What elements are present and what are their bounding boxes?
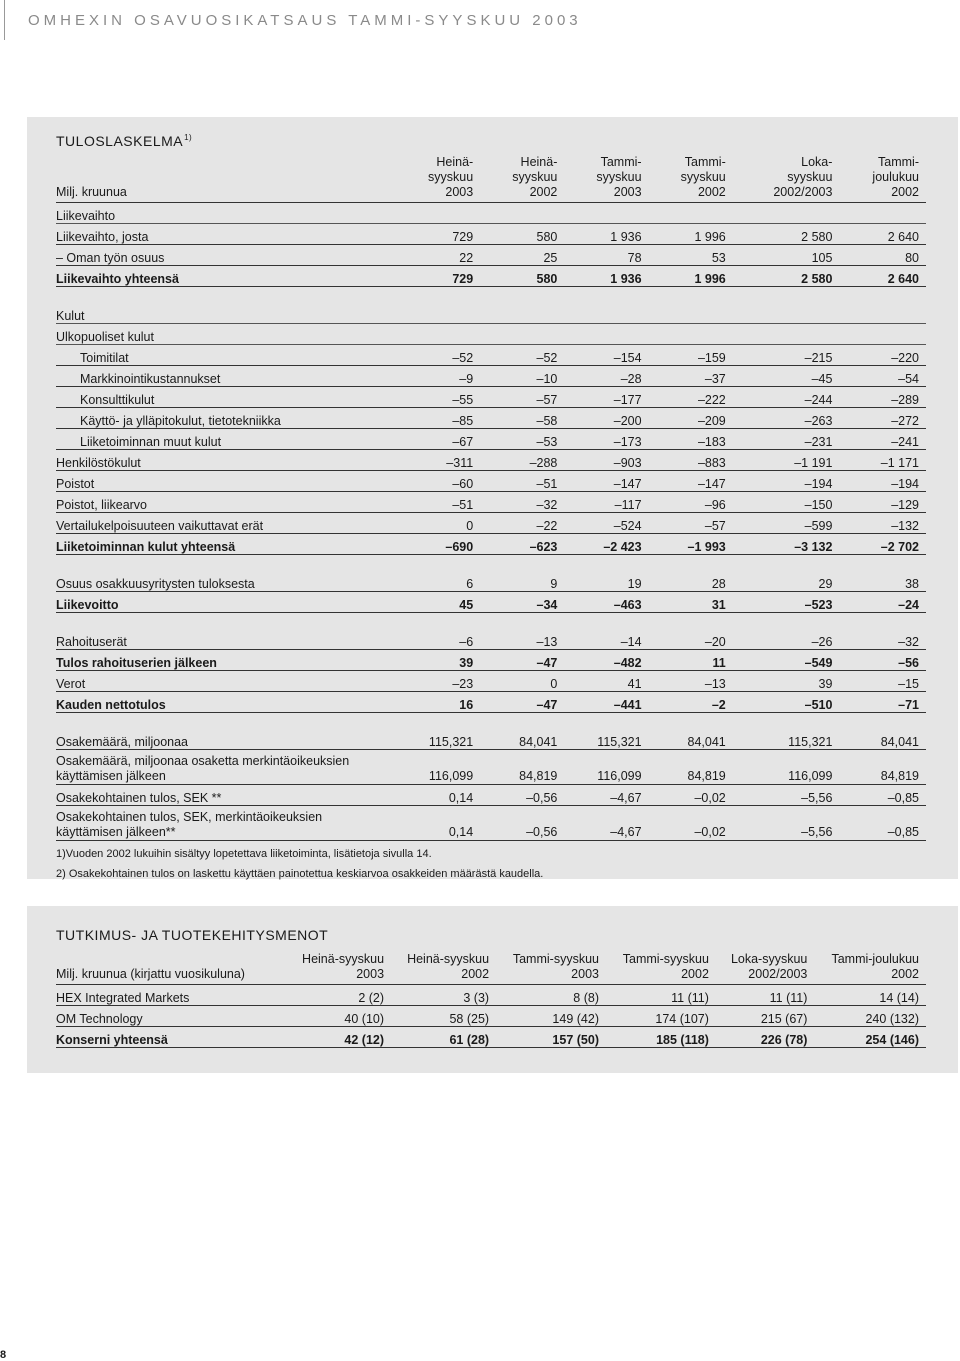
- cell-value: –231: [733, 429, 840, 450]
- rd-unit-label: Milj. kruunua (kirjattu vuosikuluna): [56, 952, 286, 985]
- table-row: [56, 266, 926, 287]
- row-label: Vertailukelpoisuuteen vaikuttavat erät: [56, 513, 396, 534]
- cell-value: –549: [733, 650, 840, 671]
- cell-value: –10: [480, 366, 564, 387]
- cell-value: 0,14: [396, 785, 480, 806]
- profit-after-financial-rows: [56, 650, 926, 671]
- income-title-footnote-mark: 1): [184, 133, 193, 143]
- table-row: [56, 592, 926, 613]
- cell-value: 84,819: [480, 750, 564, 785]
- cell-value: –117: [564, 492, 648, 513]
- table-row: [56, 750, 926, 785]
- cell-value: –22: [480, 513, 564, 534]
- row-label: Liiketoiminnan kulut yhteensä: [56, 534, 396, 555]
- income-col-header: Tammi- syyskuu 2003: [564, 155, 648, 203]
- cell-value: 9: [480, 571, 564, 592]
- rd-col-header: Heinä-syyskuu 2002: [391, 952, 496, 985]
- cell-value: –5,56: [733, 806, 840, 841]
- row-label: Markkinointikustannukset: [56, 366, 396, 387]
- cell-value: –147: [649, 471, 733, 492]
- cell-value: –3 132: [733, 534, 840, 555]
- cell-value: 25: [480, 245, 564, 266]
- cell-value: 2 580: [733, 266, 840, 287]
- cell-value: –441: [564, 692, 648, 713]
- cell-value: 1 936: [564, 224, 648, 245]
- financial-items-rows: [56, 629, 926, 650]
- rd-rows: [56, 985, 926, 1048]
- cell-value: 226 (78): [716, 1027, 814, 1048]
- net-profit-rows: [56, 692, 926, 713]
- cell-value: –132: [839, 513, 926, 534]
- cell-value: –51: [396, 492, 480, 513]
- cell-value: –2 423: [564, 534, 648, 555]
- cell-value: –177: [564, 387, 648, 408]
- cell-value: –4,67: [564, 806, 648, 841]
- cell-value: 53: [649, 245, 733, 266]
- income-statement-table: [56, 155, 926, 881]
- cell-value: 240 (132): [814, 1006, 926, 1027]
- income-col-header: Heinä- syyskuu 2002: [480, 155, 564, 203]
- income-col-header: Tammi- syyskuu 2002: [649, 155, 733, 203]
- cell-value: –52: [396, 345, 480, 366]
- section-row: [56, 203, 926, 224]
- rd-col-header: Loka-syyskuu 2002/2003: [716, 952, 814, 985]
- cell-value: –623: [480, 534, 564, 555]
- cell-value: –220: [839, 345, 926, 366]
- cell-value: –55: [396, 387, 480, 408]
- cell-value: 254 (146): [814, 1027, 926, 1048]
- footnote-row: [56, 861, 926, 881]
- cell-value: –47: [480, 650, 564, 671]
- cell-value: –0,56: [480, 806, 564, 841]
- cell-value: –23: [396, 671, 480, 692]
- cell-value: –883: [649, 450, 733, 471]
- cell-value: –67: [396, 429, 480, 450]
- row-label: HEX Integrated Markets: [56, 985, 286, 1006]
- cell-value: 149 (42): [496, 1006, 606, 1027]
- cell-value: –96: [649, 492, 733, 513]
- rd-title: TUTKIMUS- JA TUOTEKEHITYSMENOT: [56, 927, 329, 943]
- cell-value: 115,321: [396, 729, 480, 750]
- table-row: [56, 671, 926, 692]
- cell-value: –173: [564, 429, 648, 450]
- cell-value: –9: [396, 366, 480, 387]
- cell-value: –183: [649, 429, 733, 450]
- cell-value: –690: [396, 534, 480, 555]
- cell-value: 215 (67): [716, 1006, 814, 1027]
- section-label-costs: Kulut: [56, 303, 396, 324]
- cell-value: –524: [564, 513, 648, 534]
- row-label: Tulos rahoituserien jälkeen: [56, 650, 396, 671]
- section-row: [56, 303, 926, 324]
- table-row: [56, 785, 926, 806]
- cell-value: 61 (28): [391, 1027, 496, 1048]
- cell-value: –1 191: [733, 450, 840, 471]
- table-row: [56, 387, 926, 408]
- eps-rows: [56, 785, 926, 806]
- income-statement-title: [56, 133, 192, 149]
- cell-value: 41: [564, 671, 648, 692]
- cell-value: –4,67: [564, 785, 648, 806]
- external-cost-rows: [56, 345, 926, 450]
- row-label: Osakekohtainen tulos, SEK **: [56, 785, 396, 806]
- cell-value: –523: [733, 592, 840, 613]
- cell-value: –15: [839, 671, 926, 692]
- row-label: – Oman työn osuus: [56, 245, 396, 266]
- cell-value: 19: [564, 571, 648, 592]
- diluted-share-count-rows: [56, 750, 926, 785]
- cell-value: –0,02: [649, 785, 733, 806]
- rd-col-header: Tammi-syyskuu 2002: [606, 952, 716, 985]
- table-row: [56, 729, 926, 750]
- cell-value: –599: [733, 513, 840, 534]
- cell-value: –244: [733, 387, 840, 408]
- cell-value: 580: [480, 224, 564, 245]
- share-count-rows: [56, 729, 926, 750]
- row-label: Konsulttikulut: [56, 387, 396, 408]
- diluted-eps-rows: [56, 806, 926, 841]
- cell-value: 0,14: [396, 806, 480, 841]
- cell-value: –194: [733, 471, 840, 492]
- cell-value: –52: [480, 345, 564, 366]
- cell-value: 84,819: [839, 750, 926, 785]
- cell-value: 16: [396, 692, 480, 713]
- row-label: Konserni yhteensä: [56, 1027, 286, 1048]
- cell-value: –241: [839, 429, 926, 450]
- cell-value: 115,321: [564, 729, 648, 750]
- cell-value: –54: [839, 366, 926, 387]
- tax-rows: [56, 671, 926, 692]
- table-row: [56, 408, 926, 429]
- margin-line: [4, 0, 5, 40]
- cell-value: –0,85: [839, 806, 926, 841]
- table-row: [56, 224, 926, 245]
- cell-value: –24: [839, 592, 926, 613]
- cell-value: 0: [480, 671, 564, 692]
- row-label: Liikevoitto: [56, 592, 396, 613]
- rd-col-header: Heinä-syyskuu 2003: [286, 952, 391, 985]
- row-label: Osakemäärä, miljoonaa osaketta merkintäoikeuksien käyttämisen jälkeen: [56, 750, 396, 785]
- cell-value: 29: [733, 571, 840, 592]
- cell-value: –903: [564, 450, 648, 471]
- rd-header-row: [56, 952, 926, 985]
- page-header: OMHEXIN OSAVUOSIKATSAUS TAMMI-SYYSKUU 2003: [28, 12, 582, 29]
- cell-value: 39: [396, 650, 480, 671]
- cell-value: –311: [396, 450, 480, 471]
- cell-value: –71: [839, 692, 926, 713]
- cell-value: –5,56: [733, 785, 840, 806]
- cell-value: 115,321: [733, 729, 840, 750]
- cell-value: –1 171: [839, 450, 926, 471]
- cell-value: –6: [396, 629, 480, 650]
- cell-value: –154: [564, 345, 648, 366]
- footnote-2: 2) Osakekohtainen tulos on laskettu käyttäen painotettua keskiarvoa osakkeiden määrästä kaudella.: [56, 868, 544, 880]
- cell-value: –45: [733, 366, 840, 387]
- cell-value: –263: [733, 408, 840, 429]
- cell-value: –200: [564, 408, 648, 429]
- cell-value: 1 996: [649, 266, 733, 287]
- table-row: [56, 629, 926, 650]
- table-row: [56, 366, 926, 387]
- income-col-header: Loka- syyskuu 2002/2003: [733, 155, 840, 203]
- cell-value: –60: [396, 471, 480, 492]
- income-statement-panel: [27, 117, 958, 879]
- cell-value: –0,85: [839, 785, 926, 806]
- cell-value: –289: [839, 387, 926, 408]
- cell-value: 31: [649, 592, 733, 613]
- cell-value: 1 936: [564, 266, 648, 287]
- table-row: [56, 692, 926, 713]
- cell-value: –53: [480, 429, 564, 450]
- operating-profit-rows: [56, 592, 926, 613]
- cell-value: 174 (107): [606, 1006, 716, 1027]
- cell-value: –37: [649, 366, 733, 387]
- cell-value: –129: [839, 492, 926, 513]
- cell-value: –13: [480, 629, 564, 650]
- row-label: Osakekohtainen tulos, SEK, merkintäoikeuksien käyttämisen jälkeen**: [56, 806, 396, 841]
- footnote-row: [56, 841, 926, 862]
- table-row: [56, 245, 926, 266]
- table-row: [56, 471, 926, 492]
- cell-value: 45: [396, 592, 480, 613]
- cell-value: 58 (25): [391, 1006, 496, 1027]
- cell-value: –85: [396, 408, 480, 429]
- cell-value: –47: [480, 692, 564, 713]
- cell-value: 8 (8): [496, 985, 606, 1006]
- cell-value: 11: [649, 650, 733, 671]
- cell-value: 11 (11): [716, 985, 814, 1006]
- row-label: Liikevaihto, josta: [56, 224, 396, 245]
- table-row: [56, 345, 926, 366]
- cell-value: –57: [649, 513, 733, 534]
- cell-value: –482: [564, 650, 648, 671]
- cell-value: 6: [396, 571, 480, 592]
- subsection-label-external: Ulkopuoliset kulut: [56, 324, 396, 345]
- cell-value: 729: [396, 266, 480, 287]
- table-row: [56, 806, 926, 841]
- page-number: 8: [0, 1349, 7, 1361]
- cell-value: 84,041: [839, 729, 926, 750]
- cell-value: –209: [649, 408, 733, 429]
- row-label: Käyttö- ja ylläpitokulut, tietotekniikka: [56, 408, 396, 429]
- cell-value: –34: [480, 592, 564, 613]
- row-label: Poistot, liikearvo: [56, 492, 396, 513]
- cell-value: 22: [396, 245, 480, 266]
- cell-value: –0,56: [480, 785, 564, 806]
- cell-value: 78: [564, 245, 648, 266]
- row-label: Poistot: [56, 471, 396, 492]
- cell-value: –13: [649, 671, 733, 692]
- cost-rows: [56, 450, 926, 555]
- cell-value: –463: [564, 592, 648, 613]
- cell-value: –0,02: [649, 806, 733, 841]
- row-label: Toimitilat: [56, 345, 396, 366]
- income-col-header: Tammi- joulukuu 2002: [839, 155, 926, 203]
- cell-value: 39: [733, 671, 840, 692]
- rd-col-header: Tammi-syyskuu 2003: [496, 952, 606, 985]
- income-title-text: TULOSLASKELMA: [56, 133, 184, 149]
- cell-value: 105: [733, 245, 840, 266]
- table-row: [56, 650, 926, 671]
- cell-value: 28: [649, 571, 733, 592]
- row-label: Verot: [56, 671, 396, 692]
- cell-value: 729: [396, 224, 480, 245]
- cell-value: –510: [733, 692, 840, 713]
- cell-value: –14: [564, 629, 648, 650]
- cell-value: 84,041: [480, 729, 564, 750]
- table-row: [56, 429, 926, 450]
- table-row: [56, 985, 926, 1006]
- cell-value: 2 580: [733, 224, 840, 245]
- cell-value: –150: [733, 492, 840, 513]
- cell-value: 80: [839, 245, 926, 266]
- cell-value: 84,819: [649, 750, 733, 785]
- row-label: Rahoituserät: [56, 629, 396, 650]
- cell-value: 2 640: [839, 224, 926, 245]
- cell-value: 116,099: [564, 750, 648, 785]
- cell-value: 0: [396, 513, 480, 534]
- cell-value: –215: [733, 345, 840, 366]
- table-row: [56, 534, 926, 555]
- cell-value: 580: [480, 266, 564, 287]
- share-of-associates-rows: [56, 571, 926, 592]
- cell-value: –272: [839, 408, 926, 429]
- cell-value: –32: [839, 629, 926, 650]
- row-label: Liiketoiminnan muut kulut: [56, 429, 396, 450]
- revenue-rows: [56, 224, 926, 287]
- row-label: Liikevaihto yhteensä: [56, 266, 396, 287]
- income-col-header: Heinä- syyskuu 2003: [396, 155, 480, 203]
- table-row: [56, 571, 926, 592]
- row-label: Kauden nettotulos: [56, 692, 396, 713]
- cell-value: –2 702: [839, 534, 926, 555]
- row-label: Henkilöstökulut: [56, 450, 396, 471]
- rd-table: [56, 952, 926, 1048]
- cell-value: –20: [649, 629, 733, 650]
- table-row: [56, 1027, 926, 1048]
- table-row: [56, 450, 926, 471]
- table-row: [56, 492, 926, 513]
- cell-value: 2 (2): [286, 985, 391, 1006]
- cell-value: 1 996: [649, 224, 733, 245]
- cell-value: –32: [480, 492, 564, 513]
- cell-value: 42 (12): [286, 1027, 391, 1048]
- cell-value: 11 (11): [606, 985, 716, 1006]
- cell-value: 2 640: [839, 266, 926, 287]
- cell-value: –51: [480, 471, 564, 492]
- cell-value: 116,099: [733, 750, 840, 785]
- income-header-row: [56, 155, 926, 203]
- row-label: Osuus osakkuusyritysten tuloksesta: [56, 571, 396, 592]
- row-label: Osakemäärä, miljoonaa: [56, 729, 396, 750]
- cell-value: 116,099: [396, 750, 480, 785]
- cell-value: –1 993: [649, 534, 733, 555]
- cell-value: 185 (118): [606, 1027, 716, 1048]
- cell-value: –147: [564, 471, 648, 492]
- cell-value: –57: [480, 387, 564, 408]
- cell-value: –288: [480, 450, 564, 471]
- cell-value: –28: [564, 366, 648, 387]
- table-row: [56, 1006, 926, 1027]
- cell-value: –58: [480, 408, 564, 429]
- footnote-1: 1)Vuoden 2002 lukuihin sisältyy lopetettava liiketoiminta, lisätietoja sivulla 14.: [56, 848, 432, 860]
- rd-expenses-panel: [27, 906, 958, 1073]
- cell-value: 38: [839, 571, 926, 592]
- table-row: [56, 513, 926, 534]
- section-label-revenue: Liikevaihto: [56, 203, 396, 224]
- subsection-row: [56, 324, 926, 345]
- cell-value: –159: [649, 345, 733, 366]
- cell-value: –222: [649, 387, 733, 408]
- cell-value: 14 (14): [814, 985, 926, 1006]
- cell-value: 40 (10): [286, 1006, 391, 1027]
- cell-value: 84,041: [649, 729, 733, 750]
- rd-col-header: Tammi-joulukuu 2002: [814, 952, 926, 985]
- cell-value: 3 (3): [391, 985, 496, 1006]
- cell-value: –56: [839, 650, 926, 671]
- cell-value: –194: [839, 471, 926, 492]
- row-label: OM Technology: [56, 1006, 286, 1027]
- cell-value: –2: [649, 692, 733, 713]
- cell-value: –26: [733, 629, 840, 650]
- income-unit-label: Milj. kruunua: [56, 155, 396, 203]
- cell-value: 157 (50): [496, 1027, 606, 1048]
